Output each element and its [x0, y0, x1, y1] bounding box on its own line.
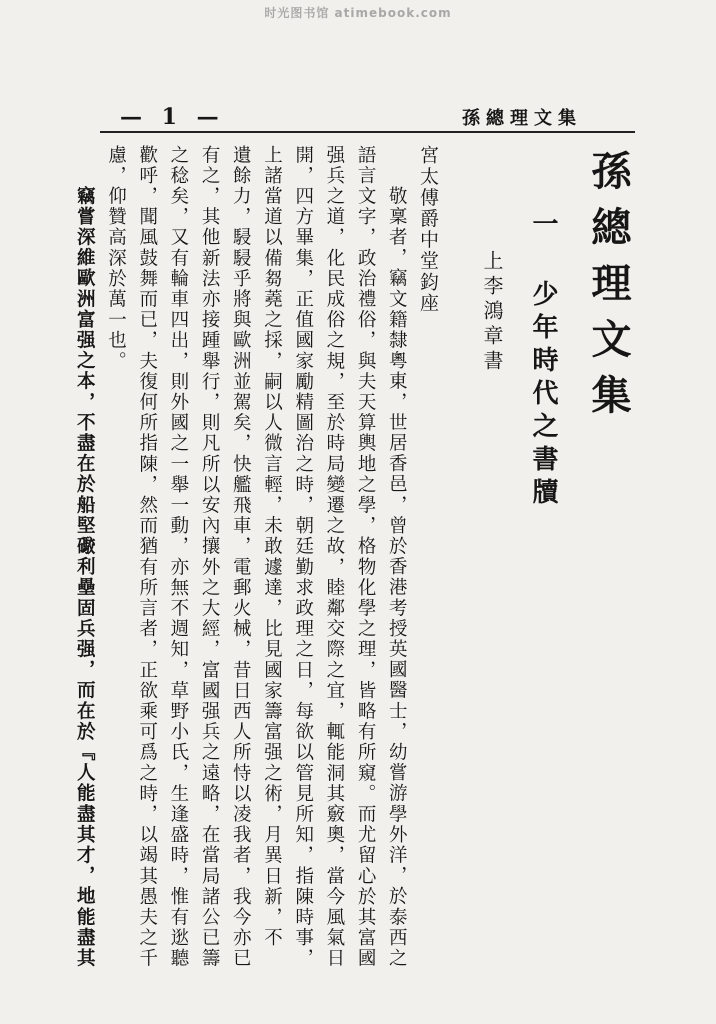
section-title: 一 少年時代之書牘	[528, 210, 558, 511]
watermark: 时光图书馆 atimebook.com	[264, 6, 452, 20]
book-title: 孫總理文集	[585, 150, 632, 430]
body-line: 語言文字，政治禮俗，與夫天算輿地之學，格物化學之理，皆略有所窺。而尤留心於其富國	[355, 145, 377, 969]
running-title: 孫總理文集	[462, 108, 582, 129]
body-line: 敬稟者，竊文籍隸粵東，世居香邑，曾於香港考授英國醫士，幼嘗游學外洋，於泰西之	[386, 186, 408, 969]
body-line: 强兵之道，化民成俗之規，至於時局變遷之故，睦鄰交際之宜，輒能洞其竅奧，當今風氣日	[323, 145, 345, 969]
body-line: 之稔矣，又有輪車四出，則外國之一舉一動，亦無不週知，草野小氏，生逢盛時，惟有逖聽	[167, 145, 189, 969]
body-line: 歡呼，聞風鼓舞而已，夫復何所指陳，然而猶有所言者，正欲乘可爲之時，以竭其愚夫之千	[136, 145, 158, 969]
salutation: 宮太傅爵中堂鈞座	[417, 145, 439, 314]
body-line: 上諸當道以備芻蕘之採，嗣以人微言輕，未敢遽達，比見國家籌富强之術，月異日新，不	[261, 145, 283, 949]
body-line: 竊嘗深維歐洲富强之本，不盡在於船堅礮利壘固兵强，而在於『人能盡其才，地能盡其	[74, 186, 96, 969]
header-rule	[100, 131, 635, 133]
page-number: — 1 —	[120, 104, 225, 130]
body-line: 慮，仰贊高深於萬一也。	[105, 145, 127, 372]
author-line: 上李鴻章書	[480, 250, 504, 375]
body-line: 開，四方畢集，正值國家勵精圖治之時，朝廷勤求政理之日，每欲以管見所知，指陳時事，	[292, 145, 314, 969]
body-line: 遺餘力，駸駸乎將與歐洲並駕矣，快艦飛車，電郵火械，昔日西人所恃以凌我者，我今亦已	[230, 145, 252, 969]
body-line: 有之，其他新法亦接踵舉行，則凡所以安內攘外之大經，富國强兵之遠略，在當局諸公已籌	[199, 145, 221, 969]
